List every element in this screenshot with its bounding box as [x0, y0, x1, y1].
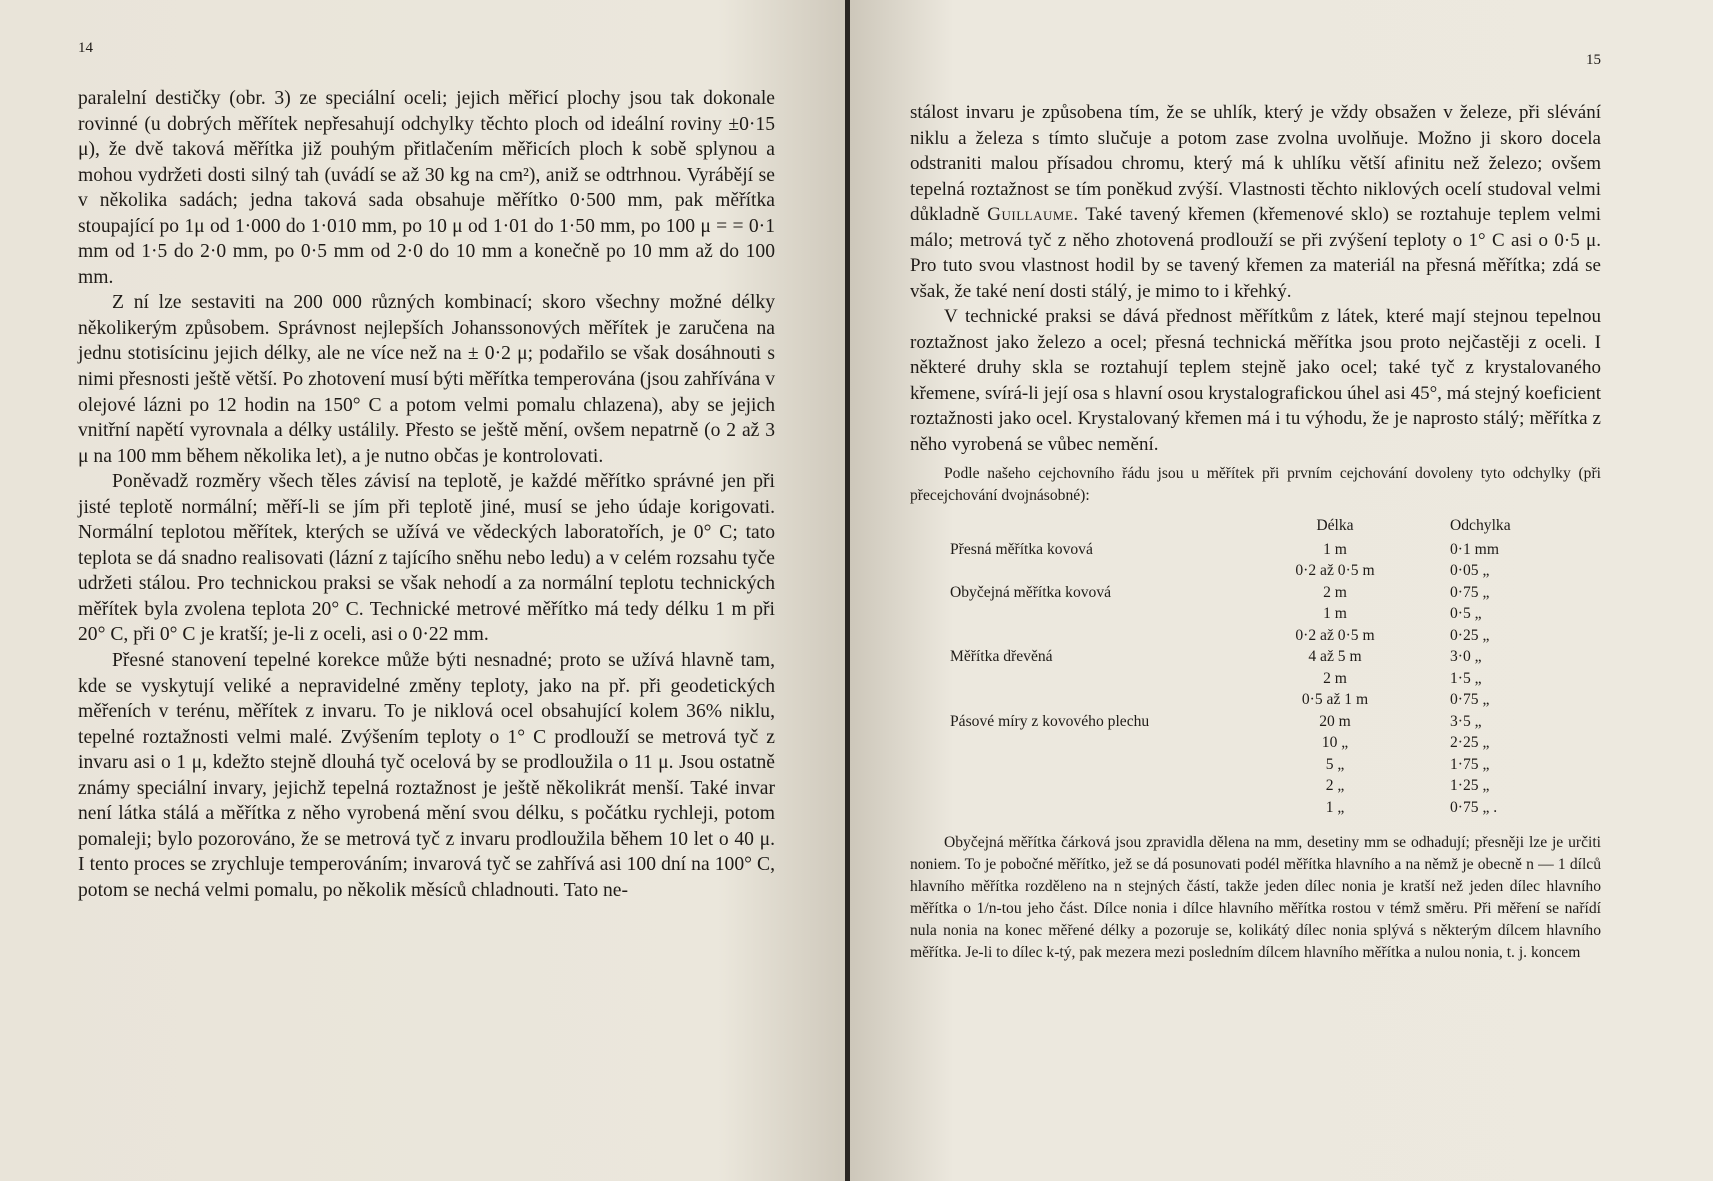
table-cell: 1·75 „ [1450, 755, 1490, 773]
right-page [850, 0, 1713, 1181]
table-cell: 0·75 „ [1450, 691, 1490, 708]
table-cell: 0·5 až 1 m [1301, 691, 1369, 708]
author-name: Guillaume [987, 204, 1074, 225]
table-cell: 1 m [1323, 540, 1347, 558]
tolerance-table [950, 515, 1562, 818]
table-cell: 2·25 „ [1450, 734, 1490, 751]
table-cell: 4 až 5 m [1308, 648, 1362, 665]
table-cell: 20 m [1319, 712, 1351, 730]
table-row [950, 625, 1562, 647]
table-cell: 0·75 „ [1450, 583, 1490, 601]
table-row [950, 689, 1562, 711]
table-cell [950, 797, 1260, 819]
paragraph: Z ní lze sestaviti na 200 000 různých kombinací; skoro všechny možné délky několikerým způsobem. Správnost nejlepších Johanssonových měřítek je zaručena na jednu stotisícinu jejich délky, ale ne více než na ± 0·2 μ; podařilo se však dosáhnouti s nimi přesnosti ještě větší. Po zhotovení musí býti měřítka temperována (jsou zahřívána v olejové lázni po 12 hodin na 150° C a potom velmi pomalu chlazena), aby se jejich vnitřní napětí vyrovnala a délky ustálily. Přesto se ještě mění, ovšem nepatrně (o 2 až 3 μ na 100 mm během několika let), a je nutno občas je kontrolovati. [78, 292, 775, 467]
table-cell: 10 „ [1321, 734, 1349, 751]
table-row [950, 711, 1562, 733]
table-cell: 3·0 „ [1450, 648, 1482, 665]
table-cell: Obyčejná měřítka kovová [950, 583, 1112, 601]
page-number: 15 [1586, 52, 1601, 68]
table-cell: 5 „ [1325, 755, 1345, 773]
table-row [950, 539, 1562, 561]
table-cell: 1·5 „ [1450, 669, 1482, 687]
table-row [950, 582, 1562, 604]
table-header-cell [950, 515, 1260, 539]
table-cell: 2 „ [1325, 777, 1345, 794]
table-cell: 0·25 „ [1450, 626, 1490, 644]
table-cell [950, 775, 1260, 797]
table-cell [950, 625, 1260, 647]
table-row [950, 646, 1562, 668]
table-cell [950, 754, 1260, 776]
table-cell: Přesná měřítka kovová [950, 540, 1093, 558]
table-row [950, 732, 1562, 754]
table-cell: 1·25 „ [1450, 777, 1490, 794]
table-cell: 0·5 „ [1450, 605, 1482, 622]
table-cell [950, 603, 1260, 625]
table-cell: Pásové míry z kovového plechu [950, 712, 1150, 730]
paragraph: Poněvadž rozměry všech těles závisí na teplotě, je každé měřítko správné jen při jisté teplotě normální; měří-li se jím při teplotě jiné, musí se jeho údaje korigovati. Normální teplotou měřítek, kterých se užívá ve vědeckých laboratořích, je 0° C; tato teplota se dá snadno realisovati (lázní z tajícího sněhu nebo ledu) a v celém rozsahu tyče udržeti stálou. Pro technickou praksi se však nehodí a za normální teplotu technických měřítek byla zvolena teplota 20° C. Technické metrové měřítko má tedy délku 1 m při 20° C, při 0° C je kratší; je-li z oceli, asi o 0·22 mm. [78, 471, 775, 646]
table-intro: Podle našeho cejchovního řádu jsou u měřítek při prvním cejchování dovoleny tyto odchylky (při přecejchování dvojnásobné): [910, 465, 1601, 504]
table-row [950, 560, 1562, 582]
table-cell: 0·2 až 0·5 m [1295, 626, 1375, 644]
paragraph: paralelní destičky (obr. 3) ze speciální oceli; jejich měřicí plochy jsou tak dokonale rovinné (u dobrých měřítek nepřesahují odchylky těchto ploch od ideální roviny ±0·15 μ), že dvě taková měřítka již pouhým přitlačením měřicích ploch k sobě splynou a mohou vydržeti dosti silný tah (uvádí se až 30 kg na cm²), aniž se odtrhnou. Vyrábějí se v několika sadách; jedna taková sada obsahuje měřítko 0·500 mm, pak měřítka stoupající po 1μ od 1·000 do 1·010 mm, po 10 μ od 1·01 do 1·50 mm, po 100 μ = = 0·1 mm od 1·5 do 2·0 mm, po 0·5 mm od 2·0 do 10 mm a konečně po 10 mm až do 100 mm. [78, 88, 775, 288]
page-number: 14 [78, 40, 93, 56]
table-row [950, 775, 1562, 797]
paragraph: V technické praksi se dává přednost měřítkům z látek, které mají stejnou tepelnou roztažnost jako železo a ocel; přesná technická měřítka jsou proto nejčastěji z oceli. I některé druhy skla se roztahují teplem stejně jako ocel; také tyč z krystalovaného křemene, svírá-li její osa s hlavní osou krystalografickou úhel asi 45°, má stejný koeficient roztažnosti jako ocel. Krystalovaný křemen má i tu výhodu, že je naprosto stálý; měřítka z něho vyrobená se vůbec nemění. [910, 306, 1601, 455]
table-row [950, 603, 1562, 625]
paragraph: Obyčejná měřítka čárková jsou zpravidla dělena na mm, desetiny mm se odhadují; přesněji lze je určiti noniem. To je pobočné měřítko, jež se dá posunovati podél měřítka hlavního a na němž je obecně n — 1 dílců hlavního měřítka rozděleno na n stejných částí, takže jeden dílec nonia je kratší než jeden dílec hlavního měřítka o 1/n-tou jeho část. Dílce nonia i dílce hlavního měřítka rostou v témž směru. Při měření se nařídí nula nonia na konec měřené délky a pozoruje se, kolikátý dílec nonia splývá s některým dílcem hlavního měřítka. Je-li to dílec k-tý, pak mezera mezi posledním dílcem hlavního měřítka a nulou nonia, t. j. koncem [910, 834, 1601, 961]
table-cell: Měřítka dřevěná [950, 648, 1053, 665]
table-cell: 0·75 „ . [1450, 798, 1498, 816]
table-cell: 3·5 „ [1450, 712, 1482, 730]
table-row [950, 668, 1562, 690]
table-cell [950, 732, 1260, 754]
paragraph-text: . Také tavený křemen (křemenové sklo) se roztahuje teplem velmi málo; metrová tyč z něho zhotovená prodlouží se při zvýšení teploty o 1° C asi o 0·5 μ. Pro tuto svou vlastnost hodil by se tavený křemen za materiál na přesná měřítka; zdá se však, že také není dosti stálý, je mimo to i křehký. [910, 204, 1602, 302]
paragraph: Přesné stanovení tepelné korekce může býti nesnadné; proto se užívá hlavně tam, kde se vyskytují veliké a nepravidelné změny teploty, jako na př. při geodetických měřeních v terénu, měřítek z invaru. To je niklová ocel obsahující kolem 36% niklu, tepelné roztažnosti velmi malé. Zvýšením teploty o 1° C prodlouží se metrová tyč z invaru asi o 1 μ, kdežto stejně dlouhá tyč ocelová by se prodloužila o 11 μ. Jsou ostatně známy speciální invary, jejichž tepelná roztažnost je ještě několikrát menší. Také invar není látka stálá a měřítka z něho vyrobená mění svou délku, s počátku rychleji, potom pomaleji; bylo pozorováno, že se metrová tyč z invaru prodloužila během 10 let o 40 μ. I tento proces se zrychluje temperováním; invarová tyč se zahřívá asi 100 dní na 100° C, potom se nechá velmi pomalu, po několik měsíců chladnouti. Tato ne- [78, 650, 775, 901]
table-row [950, 754, 1562, 776]
table-cell: 0·1 mm [1450, 540, 1499, 558]
table-header-cell: Délka [1316, 517, 1354, 534]
table-cell: 0·2 až 0·5 m [1295, 562, 1375, 579]
table-cell: 2 m [1323, 669, 1347, 687]
table-cell [950, 560, 1260, 582]
paragraph [910, 100, 1601, 304]
table-cell [950, 668, 1260, 690]
table-cell: 0·05 „ [1450, 562, 1490, 579]
table-cell: 2 m [1323, 583, 1347, 601]
table-cell: 1 m [1323, 605, 1347, 622]
table-header-row [950, 515, 1562, 539]
table-cell: 1 „ [1325, 798, 1345, 816]
table-row [950, 797, 1562, 819]
left-page [0, 0, 845, 1181]
table-cell [950, 689, 1260, 711]
paragraph-text: stálost invaru je způsobena tím, že se uhlík, který je vždy obsažen v železe, při slévání niklu a železa s tímto slučuje a potom zase zvolna uvolňuje. Možno ji skoro docela odstraniti malou přísadou chromu, který má k uhlíku větší afinitu než železo; ovšem tepelná roztažnost se tím poněkud zvýší. Vlastnosti těchto niklových ocelí studoval velmi důkladně [910, 102, 1601, 225]
table-header-cell: Odchylka [1450, 517, 1511, 534]
